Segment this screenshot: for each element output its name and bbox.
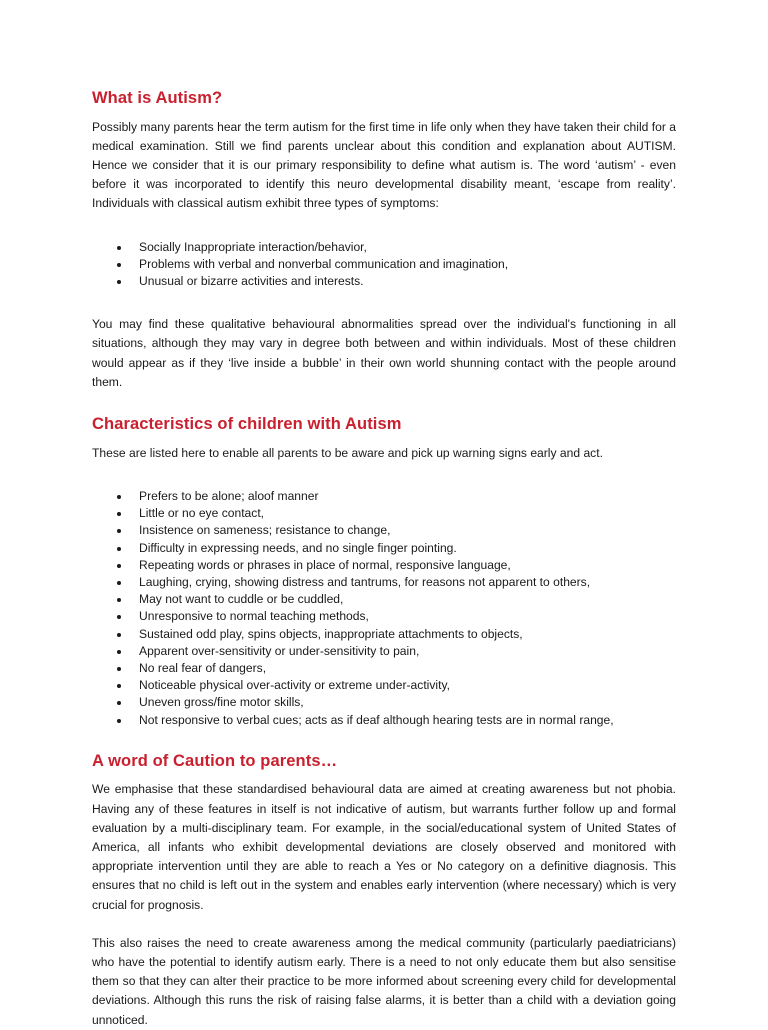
list-item: Apparent over-sensitivity or under-sensitivity to pain, — [92, 643, 676, 660]
list-item: Unusual or bizarre activities and interests. — [92, 273, 676, 290]
section-heading-what-is-autism: What is Autism? — [92, 89, 223, 107]
list-item: Not responsive to verbal cues; acts as if deaf although hearing tests are in normal range, — [92, 712, 676, 729]
list-item: Insistence on sameness; resistance to change, — [92, 522, 676, 539]
list-item: May not want to cuddle or be cuddled, — [92, 591, 676, 608]
list-item: Noticeable physical over-activity or extreme under-activity, — [92, 677, 676, 694]
list-item: Problems with verbal and nonverbal communication and imagination, — [92, 256, 676, 273]
list-item: Unresponsive to normal teaching methods, — [92, 608, 676, 625]
list-item: Uneven gross/fine motor skills, — [92, 694, 676, 711]
spacer — [92, 214, 676, 239]
list-item: Socially Inappropriate interaction/behavior, — [92, 239, 676, 256]
symptom-list — [92, 239, 676, 291]
paragraph-characteristics-intro: These are listed here to enable all parents to be aware and pick up warning signs early and act. — [92, 445, 603, 460]
section-heading-characteristics: Characteristics of children with Autism — [92, 415, 402, 434]
list-item: Little or no eye contact, — [92, 505, 676, 522]
list-item: No real fear of dangers, — [92, 660, 676, 677]
characteristics-list — [92, 488, 676, 729]
paragraph-qualitative-abnormalities: You may find these qualitative behavioural abnormalities spread over the individual's functioning in all situations, although they may vary in degree both between and within individuals. Most of these children would appear as if they ‘live inside a bubble’ in their own world shunning contact with the people around them. — [92, 317, 676, 389]
list-item: Repeating words or phrases in place of normal, responsive language, — [92, 557, 676, 574]
document-content — [92, 88, 676, 1030]
paragraph-what-is-autism: Possibly many parents hear the term autism for the first time in life only when they have taken their child for a medical examination. Still we find parents unclear about this condition and explanation about AUTISM. Hence we consider that it is our primary responsibility to define what autism is. The word ‘autism’ - even before it was incorporated to identify this neuro developmental disability meant, ‘escape from reality’. Individuals with classical autism exhibit three types of symptoms: — [92, 119, 676, 211]
list-item: Laughing, crying, showing distress and tantrums, for reasons not apparent to others, — [92, 574, 676, 591]
section-heading-word-of-caution: A word of Caution to parents… — [92, 751, 338, 770]
paragraph-caution-1: We emphasise that these standardised behavioural data are aimed at creating awareness but not phobia. Having any of these features in itself is not indicative of autism, but warrants further follow up and formal evaluation by a multi-disciplinary team. For example, in the social/educational system of United States of America, all infants who exhibit developmental deviations are closely observed and monitored with appropriate intervention until they are able to reach a Yes or No category on a definitive diagnosis. This ensures that no child is left out in the system and enables early intervention (where necessary) which is very crucial for prognosis. — [92, 782, 676, 912]
spacer — [92, 463, 676, 488]
list-item: Difficulty in expressing needs, and no single finger pointing. — [92, 540, 676, 557]
spacer — [92, 290, 676, 315]
paragraph-caution-2: This also raises the need to create awareness among the medical community (particularly paediatricians) who have the potential to identify autism early. There is a need to not only educate them but also sensitise them so that they can alter their practice to be more informed about screening every child for developmental deviations. Although this runs the risk of raising false alarms, it is better than a child with a deviation going unnoticed. — [92, 935, 676, 1027]
list-item: Sustained odd play, spins objects, inappropriate attachments to objects, — [92, 626, 676, 643]
list-item: Prefers to be alone; aloof manner — [92, 488, 676, 505]
